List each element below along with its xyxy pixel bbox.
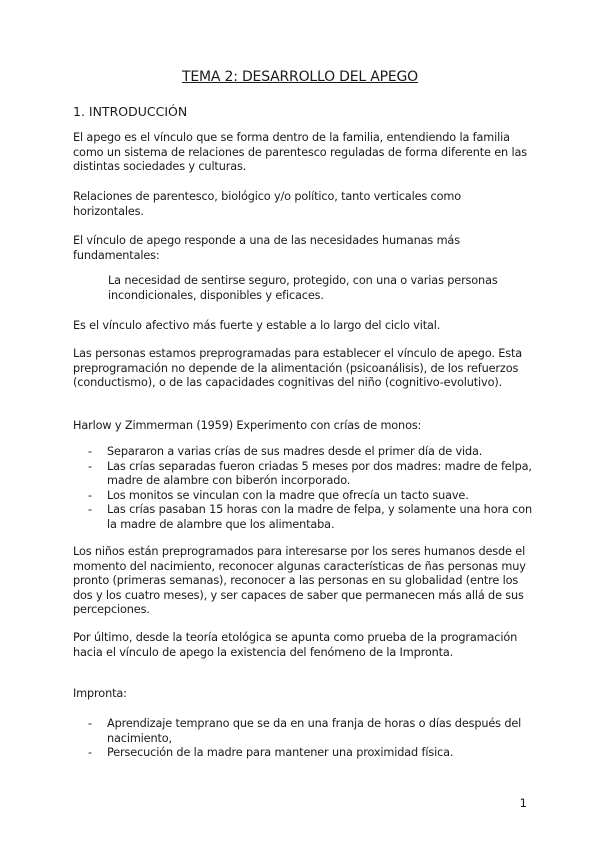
paragraph-apego-definicion: El apego es el vínculo que se forma dentro de la familia, entendiendo la familia como un sistema de relaciones de parentesco reguladas de forma diferente en las distintas sociedades y culturas. [73, 131, 527, 174]
section-heading: 1. INTRODUCCIÓN [73, 104, 188, 119]
paragraph-parentesco: Relaciones de parentesco, biológico y/o político, tanto verticales como horizontales. [73, 190, 461, 218]
quote-necesidad: La necesidad de sentirse seguro, protegido, con una o varias personas incondicionales, disponibles y eficaces. [108, 274, 498, 302]
paragraph-teoria-etologica: Por último, desde la teoría etológica se apunta como prueba de la programación hacia el vínculo de apego la existencia del fenómeno de la Impronta. [73, 631, 518, 659]
page-number: 1 [519, 796, 527, 810]
paragraph-necesidades: El vínculo de apego responde a una de las necesidades humanas más fundamentales: [73, 234, 460, 262]
list-item: - Separaron a varias crías de sus madres desde el primer día de vida. [88, 445, 533, 460]
paragraph-ninos: Los niños están preprogramados para interesarse por los seres humanos desde el momento del nacimiento, reconocer algunas características de ñas personas muy pronto (primeras semanas), reconocer a las personas en su globalidad (entre los dos y los cuatro meses), y ser capaces de saber que permanecen más allá de sus percepciones. [73, 545, 526, 617]
paragraph-vinculo-afectivo: Es el vínculo afectivo más fuerte y estable a lo largo del ciclo vital. [73, 319, 441, 332]
list-item: - Los monitos se vinculan con la madre que ofrecía un tacto suave. [88, 489, 533, 504]
harlow-list [88, 445, 533, 533]
impronta-list [88, 717, 533, 761]
paragraph-preprogramacion: Las personas estamos preprogramadas para establecer el vínculo de apego. Esta preprogramación no depende de la alimentación (psicoanálisis), de los refuerzos (conductismo), o de las capacidades cognitivas del niño (cognitivo-evolutivo). [73, 347, 523, 390]
document-title: TEMA 2: DESARROLLO DEL APEGO [182, 69, 418, 85]
list-item: - Persecución de la madre para mantener una proximidad física. [88, 746, 533, 761]
paragraph-impronta: Impronta: [73, 687, 127, 700]
paragraph-harlow: Harlow y Zimmerman (1959) Experimento con crías de monos: [73, 419, 422, 432]
list-item: - Aprendizaje temprano que se da en una franja de horas o días después del nacimiento, [88, 717, 533, 746]
list-item: - Las crías pasaban 15 horas con la madre de felpa, y solamente una hora con la madre de alambre que los alimentaba. [88, 503, 533, 532]
list-item: - Las crías separadas fueron criadas 5 meses por dos madres: madre de felpa, madre de alambre con biberón incorporado. [88, 460, 533, 489]
